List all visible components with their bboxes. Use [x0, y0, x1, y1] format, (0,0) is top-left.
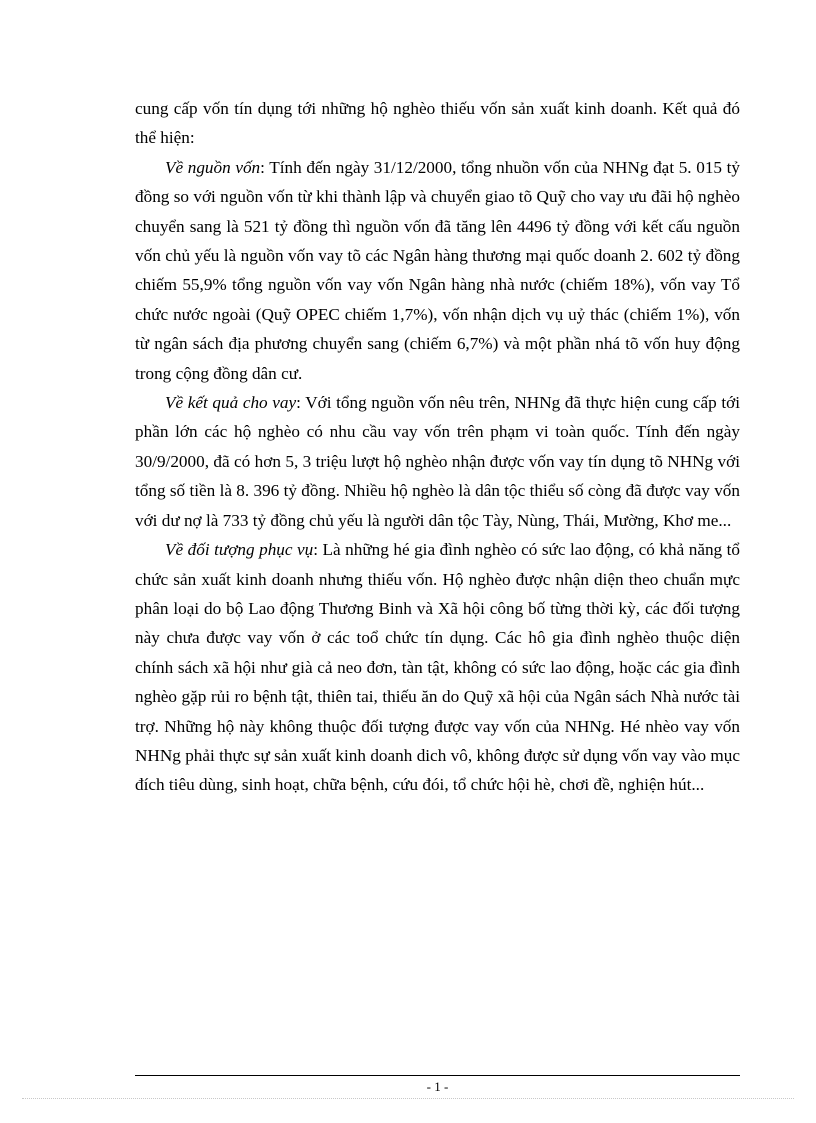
document-body [135, 94, 740, 800]
footer-divider [135, 1075, 740, 1076]
page-number: - 1 - [426, 1079, 449, 1094]
paragraph-text: : Là những hé gia đình nghèo có sức lao động, có khả năng tổ chức sản xuất kinh doanh nhưng thiếu vốn. Hộ nghèo được nhận diện theo chuẩn mực phân loại do bộ Lao động Thương Binh và Xã hội công bố từng thời kỳ, các đối tượng này chưa được vay vốn ở các toổ chức tín dụng. Các hô gia đình nghèo thuộc diện chính sách xã hội như già cả neo đơn, tàn tật, không có sức lao động, hoặc các gia đình nghèo gặp rủi ro bệnh tật, thiên tai, thiếu ăn do Quỹ xã hội của Ngân sách Nhà nước tài trợ. Những hộ này không thuộc đối tượng được vay vốn của NHNg. Hé nhèo vay vốn NHNg phải thực sự sản xuất kinh doanh dich vô, không được sử dụng vốn vay vào mục đích tiêu dùng, sinh hoạt, chữa bệnh, cứu đói, tổ chức hội hè, chơi đề, nghiện hút... [135, 540, 741, 795]
paragraph-lead-italic: Về kết quả cho vay [165, 393, 297, 413]
paragraph-text: : Tính đến ngày 31/12/2000, tổng nhuồn vốn của NHNg đạt 5. 015 tỷ đồng so với nguồn vốn từ khi thành lập và chuyển giao tõ Quỹ cho vay ưu đãi hộ nghèo chuyển sang là 521 tỷ đồng thì nguồn vốn đã tăng lên 4496 tỷ đồng với kết cấu nguồn vốn chủ yếu là nguồn vốn vay tõ các Ngân hàng thương mại quốc doanh 2. 602 tỷ đồng chiếm 55,9% tổng nguồn vốn vay vốn Ngân hàng nhà nước (chiếm 18%), vốn vay Tổ chức nước ngoài (Quỹ OPEC chiếm 1,7%), vốn nhận dịch vụ uỷ thác (chiếm 1%), vốn từ ngân sách địa phương chuyển sang (chiếm 6,7%) và một phần nhá tõ vốn huy động trong cộng đồng dân cư. [135, 157, 740, 383]
page-edge-dotted-line [22, 1098, 794, 1099]
paragraph-lead-italic: Về nguồn vốn [165, 157, 261, 177]
paragraph-doi-tuong-phuc-vu [135, 535, 740, 800]
paragraph-text: : Với tổng nguồn vốn nêu trên, NHNg đã thực hiện cung cấp tới phần lớn các hộ nghèo có nhu cầu vay vốn trên phạm vi toàn quốc. Tính đến ngày 30/9/2000, đã có hơn 5, 3 triệu lượt hộ nghèo nhận được vốn vay tín dụng tõ NHNg với tổng số tiền là 8. 396 tỷ đồng. Nhiều hộ nghèo là dân tộc thiểu số còng đã được vay vốn với dư nợ là 733 tỷ đồng chủ yếu là người dân tộc Tày, Nùng, Thái, Mường, Khơ me... [135, 393, 741, 530]
paragraph-nguon-von [135, 153, 740, 388]
paragraph-continuation [135, 94, 740, 153]
paragraph-text: cung cấp vốn tín dụng tới những hộ nghèo thiếu vốn sản xuất kinh doanh. Kết quả đó thể hiện: [135, 99, 740, 148]
paragraph-ket-qua-cho-vay [135, 388, 740, 535]
paragraph-lead-italic: Về đối tượng phục vụ [165, 540, 314, 560]
